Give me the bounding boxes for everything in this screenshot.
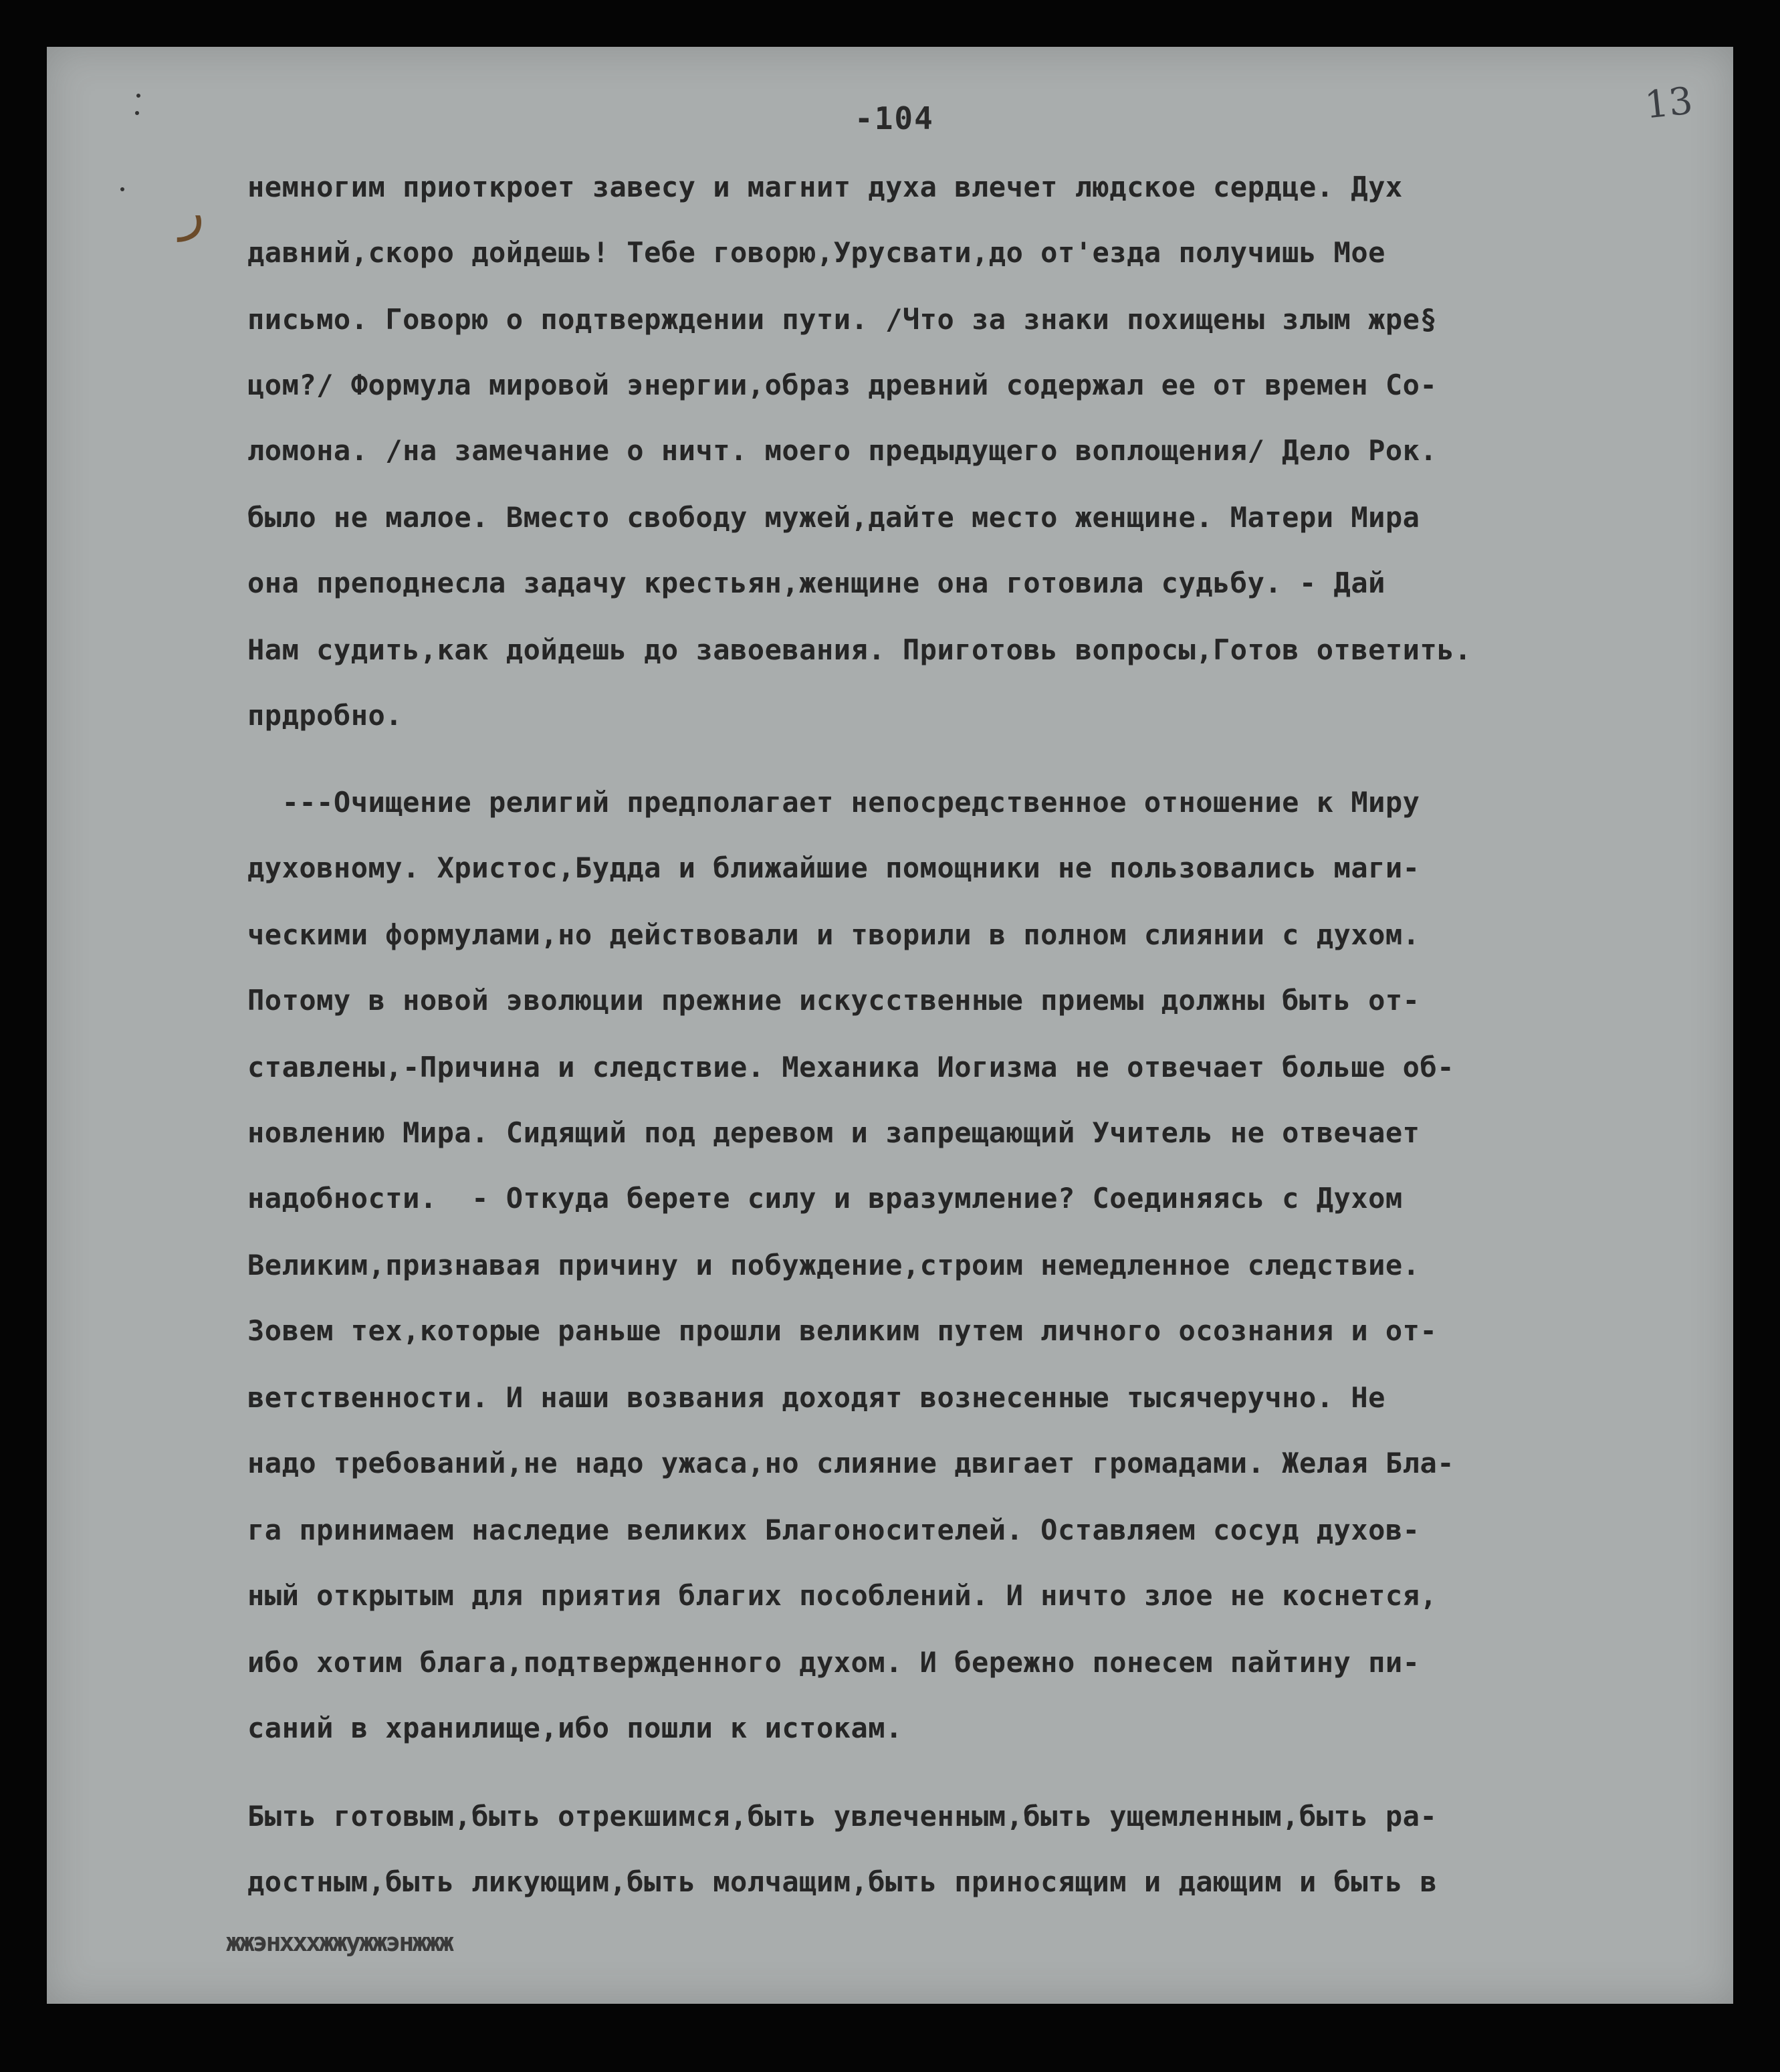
text-line: было не малое. Вместо свободу мужей,дайте место женщине. Матери Мира — [247, 501, 1420, 534]
text-line: ческими формулами,но действовали и творили в полном слиянии с духом. — [247, 918, 1420, 951]
text-line: ---Очищение религий предполагает непосредственное отношение к Миру — [247, 786, 1420, 819]
text-line: Зовем тех,которые раньше прошли великим путем личного осознания и от- — [247, 1314, 1438, 1347]
ink-dot — [120, 187, 124, 191]
ink-dot — [136, 94, 140, 98]
folio-number: 13 — [1642, 79, 1695, 128]
handwritten-mark: ر — [179, 182, 205, 242]
ink-dot — [135, 111, 139, 115]
text-line: надобности. - Откуда берете силу и вразумление? Соединяясь с Духом — [247, 1182, 1403, 1215]
text-line: прдробно. — [247, 699, 403, 732]
text-line: давний,скоро дойдешь! Тебе говорю,Урусвати,до от'езда получишь Мое — [247, 236, 1385, 269]
text-line: немногим приоткроет завесу и магнит духа влечет людское сердце. Дух — [247, 171, 1403, 203]
text-line: надо требований,не надо ужаса,но слияние двигает громадами. Желая Бла- — [247, 1447, 1455, 1479]
text-line: Великим,признавая причину и побуждение,строим немедленное следствие. — [247, 1249, 1420, 1281]
text-line: достным,быть ликующим,быть молчащим,быть приносящим и дающим и быть в — [247, 1865, 1438, 1898]
text-line: письмо. Говорю о подтверждении пути. /Что за знаки похищены злым жре§ — [247, 303, 1438, 336]
text-line: га принимаем наследие великих Благоносителей. Оставляем сосуд духов- — [247, 1514, 1420, 1546]
text-line: ный открытым для приятия благих пособлений. И ничто злое не коснется, — [247, 1579, 1438, 1612]
text-line: саний в хранилище,ибо пошли к истокам. — [247, 1712, 903, 1744]
struck-out-line: жжэнхххжжужжэнжжж — [226, 1928, 452, 1957]
page-number: -104 — [855, 100, 934, 136]
text-line: Нам судить,как дойдешь до завоевания. Приготовь вопросы,Готов ответить. — [247, 633, 1472, 666]
text-line: ставлены,-Причина и следствие. Механика Иогизма не отвечает больше об- — [247, 1051, 1455, 1083]
text-line: Потому в новой эволюции прежние искусственные приемы должны быть от- — [247, 984, 1420, 1017]
text-line: ветственности. И наши возвания доходят вознесенные тысячеручно. Не — [247, 1381, 1385, 1414]
text-line: она преподнесла задачу крестьян,женщине она готовила судьбу. - Дай — [247, 566, 1385, 599]
text-line: Быть готовым,быть отрекшимся,быть увлеченным,быть ущемленным,быть ра- — [247, 1800, 1438, 1833]
text-line: духовному. Христос,Будда и ближайшие помощники не пользовались маги- — [247, 851, 1420, 884]
text-line: ибо хотим блага,подтвержденного духом. И бережно понесем пайтину пи- — [247, 1646, 1420, 1679]
text-line: цом?/ Формула мировой энергии,образ древний содержал ее от времен Со- — [247, 369, 1438, 401]
text-line: новлению Мира. Сидящий под деревом и запрещающий Учитель не отвечает — [247, 1116, 1420, 1149]
text-line: ломона. /на замечание о ничт. моего предыдущего воплощения/ Дело Рок. — [247, 434, 1438, 467]
